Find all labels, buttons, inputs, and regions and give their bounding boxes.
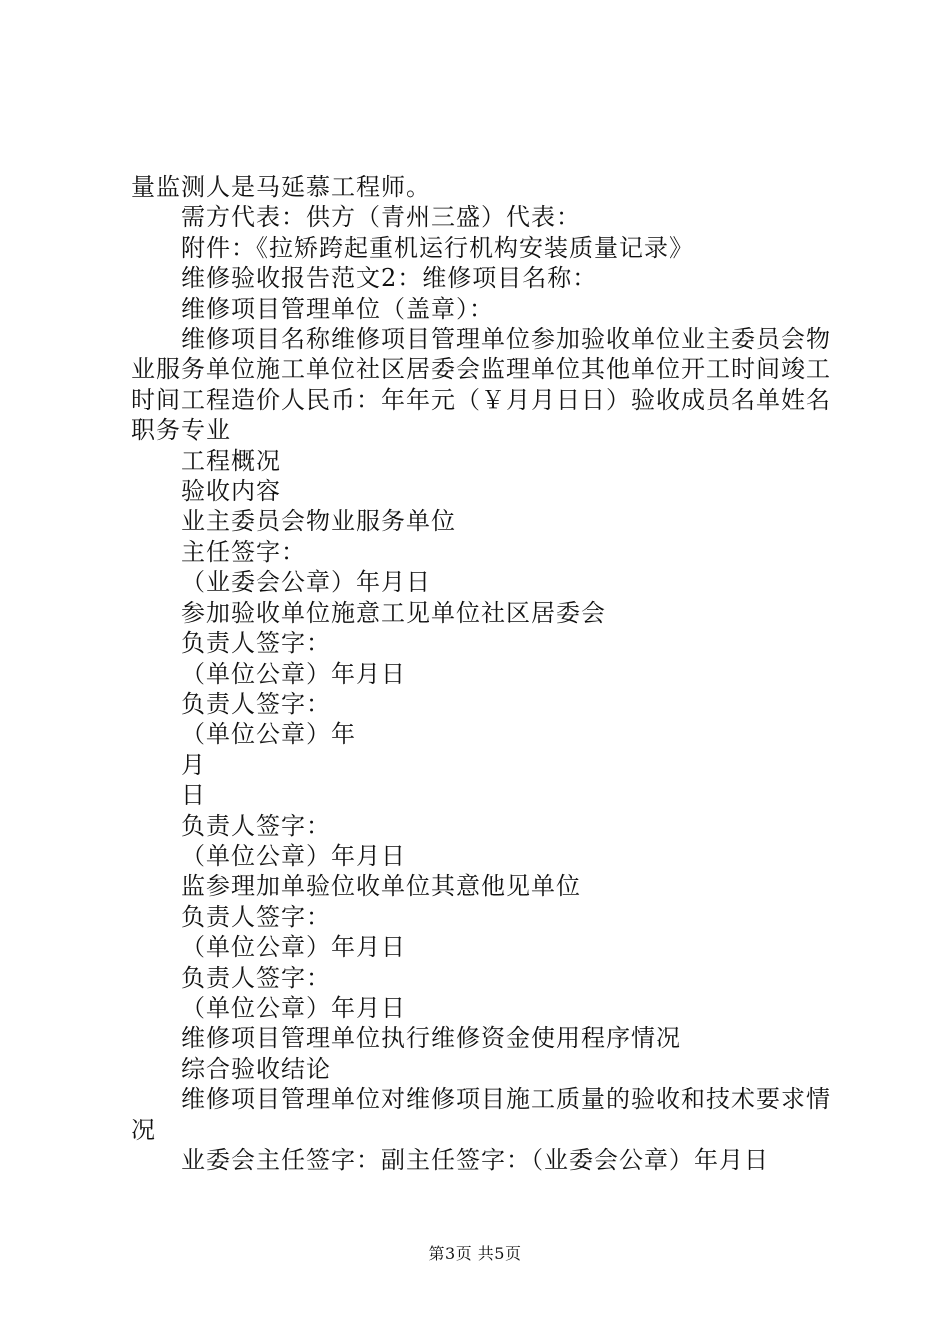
text-line: 维修验收报告范文2：维修项目名称： xyxy=(181,264,598,293)
text-line: 工程概况 xyxy=(181,446,281,475)
text-line: 维修项目管理单位执行维修资金使用程序情况 xyxy=(181,1024,681,1053)
text-line: （业委会公章）年月日 xyxy=(181,568,431,597)
text-line: 负责人签字： xyxy=(181,689,331,718)
text-line: （单位公章）年月日 xyxy=(181,841,406,870)
text-paragraph: 维修项目名称维修项目管理单位参加验收单位业主委员会物业服务单位施工单位社区居委会监理单位其他单位开工时间竣工时间工程造价人民币：年年元（￥月月日日）验收成员名单姓名职务专业 xyxy=(131,325,831,445)
text-line: （单位公章）年月日 xyxy=(181,659,406,688)
text-line: 需方代表：供方（青州三盛）代表： xyxy=(181,203,581,232)
text-line: 监参理加单验位收单位其意他见单位 xyxy=(181,872,581,901)
text-line: 业委会主任签字：副主任签字：（业委会公章）年月日 xyxy=(181,1146,769,1174)
text-line: （单位公章）年月日 xyxy=(181,993,406,1022)
text-line: 负责人签字： xyxy=(181,629,331,658)
text-paragraph: 维修项目管理单位对维修项目施工质量的验收和技术要求情况 xyxy=(131,1085,831,1144)
text-line: 综合验收结论 xyxy=(181,1054,331,1083)
text-line: 参加验收单位施意工见单位社区居委会 xyxy=(181,598,606,627)
document-body xyxy=(131,172,836,1175)
text-line: 负责人签字： xyxy=(181,963,331,992)
text-line: 业主委员会物业服务单位 xyxy=(181,507,456,536)
text-line: 验收内容 xyxy=(181,477,281,506)
text-line: 负责人签字： xyxy=(181,902,331,931)
text-line: 负责人签字： xyxy=(181,811,331,840)
text-line: 月 xyxy=(181,750,206,779)
page-number-footer: 第3页 共5页 xyxy=(428,1244,522,1263)
text-line: 维修项目管理单位（盖章）： xyxy=(181,294,494,323)
text-line: 量监测人是马延慕工程师。 xyxy=(131,173,431,201)
text-line: （单位公章）年月日 xyxy=(181,933,406,962)
text-line: （单位公章）年 xyxy=(181,720,356,749)
text-line: 附件：《拉矫跨起重机运行机构安装质量记录》 xyxy=(181,233,694,262)
text-line: 主任签字： xyxy=(181,537,306,566)
text-line: 日 xyxy=(181,781,206,810)
